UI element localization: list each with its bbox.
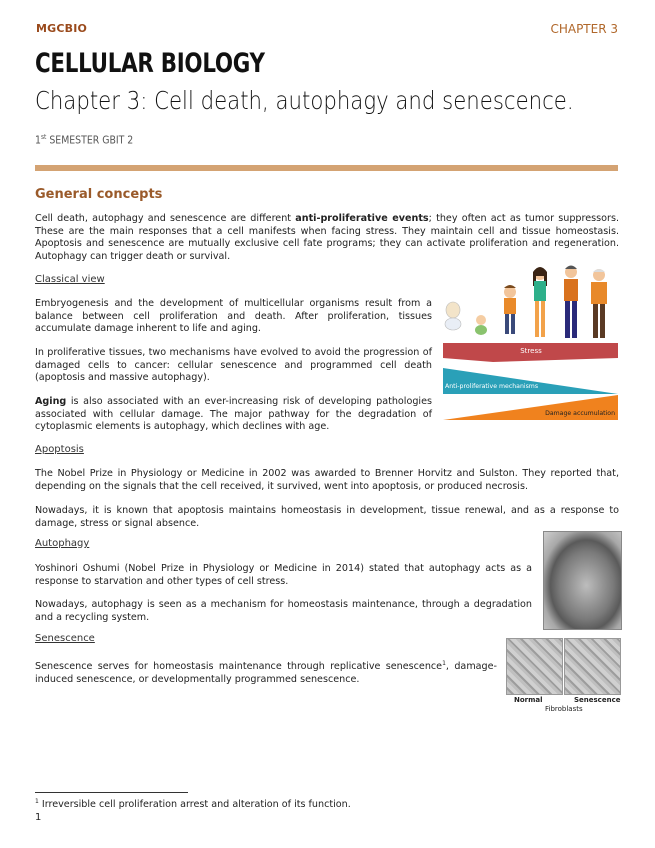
- senescence-heading: Senescence: [35, 633, 95, 644]
- apoptosis-paragraph-1: The Nobel Prize in Physiology or Medicine in 2002 was awarded to Brenner Horvitz and Sulston. They reported that, depending on the signals that the cell received, it survived, went into apoptosis, or produced necrosis.: [35, 468, 619, 492]
- semester-sup: st: [40, 133, 47, 141]
- classical-paragraph-1: Embryogenesis and the development of multicellular organisms result from a balance between cell proliferation and death. After proliferation, tissues accumulate damage inherent to life and aging.: [35, 298, 432, 335]
- general-paragraph: [35, 213, 619, 263]
- normal-cells-image: [506, 638, 563, 695]
- elderly-man-icon: [591, 269, 607, 338]
- general-text-bold: anti-proliferative events: [295, 213, 429, 224]
- general-text-a: Cell death, autophagy and senescence are different: [35, 213, 296, 224]
- anti-label: Anti-proliferative mechanisms: [445, 383, 539, 390]
- senescence-text: Senescence serves for homeostasis maintenance through replicative senescence: [35, 661, 443, 673]
- semester-label: [35, 133, 133, 147]
- senescent-cells-image: [564, 638, 621, 695]
- classical-text-3: is also associated with an ever-increasing risk of developing pathologies associated with cellular damage. The major pathway for the degradation of cytoplasmic elements is autophagy, which declines with age.: [35, 396, 432, 433]
- page-title: CELLULAR BIOLOGY: [35, 48, 265, 79]
- classical-paragraph-3: [35, 396, 432, 434]
- apoptosis-heading: Apoptosis: [35, 444, 84, 455]
- anti-proliferative-bar: [443, 368, 618, 394]
- autophagy-heading: Autophagy: [35, 538, 90, 549]
- autophagy-paragraph-1: Yoshinori Oshumi (Nobel Prize in Physiology or Medicine in 2014) stated that autophagy acts as a response to starvation and other types of cell stress.: [35, 563, 532, 587]
- child-icon: [504, 285, 516, 334]
- senescence-caption: Senescence: [574, 696, 621, 704]
- aging-figure: [443, 262, 619, 422]
- page-number: 1: [35, 812, 42, 823]
- footnote: [35, 798, 351, 810]
- young-woman-icon: [533, 267, 547, 337]
- fibroblasts-caption: Fibroblasts: [545, 705, 583, 713]
- damage-label: Damage accumulation: [545, 410, 615, 417]
- footnote-text: Irreversible cell proliferation arrest and alteration of its function.: [38, 799, 351, 811]
- classical-heading: Classical view: [35, 274, 105, 285]
- semester-num: 1: [35, 133, 41, 147]
- autophagy-paragraph-2: Nowadays, autophagy is seen as a mechanism for homeostasis maintenance, through a degradation and a recycling system.: [35, 599, 532, 623]
- adult-man-icon: [564, 266, 578, 339]
- baby-icon: [445, 302, 461, 330]
- footnote-divider: [35, 792, 188, 793]
- toddler-icon: [475, 315, 487, 335]
- aging-bold: Aging: [35, 396, 67, 407]
- apoptosis-paragraph-2: Nowadays, it is known that apoptosis maintains homeostasis in development, tissue renewal, and as a response to damage, stress or signal absence.: [35, 505, 619, 529]
- senescence-paragraph: [35, 658, 497, 686]
- stress-label: Stress: [520, 347, 542, 355]
- general-heading: General concepts: [35, 187, 163, 202]
- normal-caption: Normal: [514, 696, 543, 704]
- classical-paragraph-2: In proliferative tissues, two mechanisms have evolved to avoid the progression of damaged cells to cancer: cellular senescence and programmed cell death (apoptosis and massive autophagy).: [35, 347, 432, 384]
- senescence-fnmark: 1: [442, 660, 446, 667]
- header-right: CHAPTER 3: [550, 22, 618, 36]
- title-divider: [35, 165, 618, 171]
- autophagy-micrograph: [543, 531, 622, 630]
- senescence-text-rest: , damage-induced senescence, or developmentally programmed senescence.: [35, 661, 497, 685]
- header-left: MGCBIO: [36, 22, 88, 35]
- semester-rest: SEMESTER GBIT 2: [46, 133, 134, 147]
- general-text-b: ; they often act as tumor suppressors. These are the main responses that a cell manifests when facing stress. They maintain cell and tissue homeostasis. Apoptosis and senescence are mutually exclusive cell fate programs; they can activate proliferation and regeneration. Autophagy can trigger death or survival.: [35, 213, 619, 262]
- footnote-mark: 1: [35, 798, 39, 805]
- page-subtitle: Chapter 3: Cell death, autophagy and senescence.: [35, 86, 574, 115]
